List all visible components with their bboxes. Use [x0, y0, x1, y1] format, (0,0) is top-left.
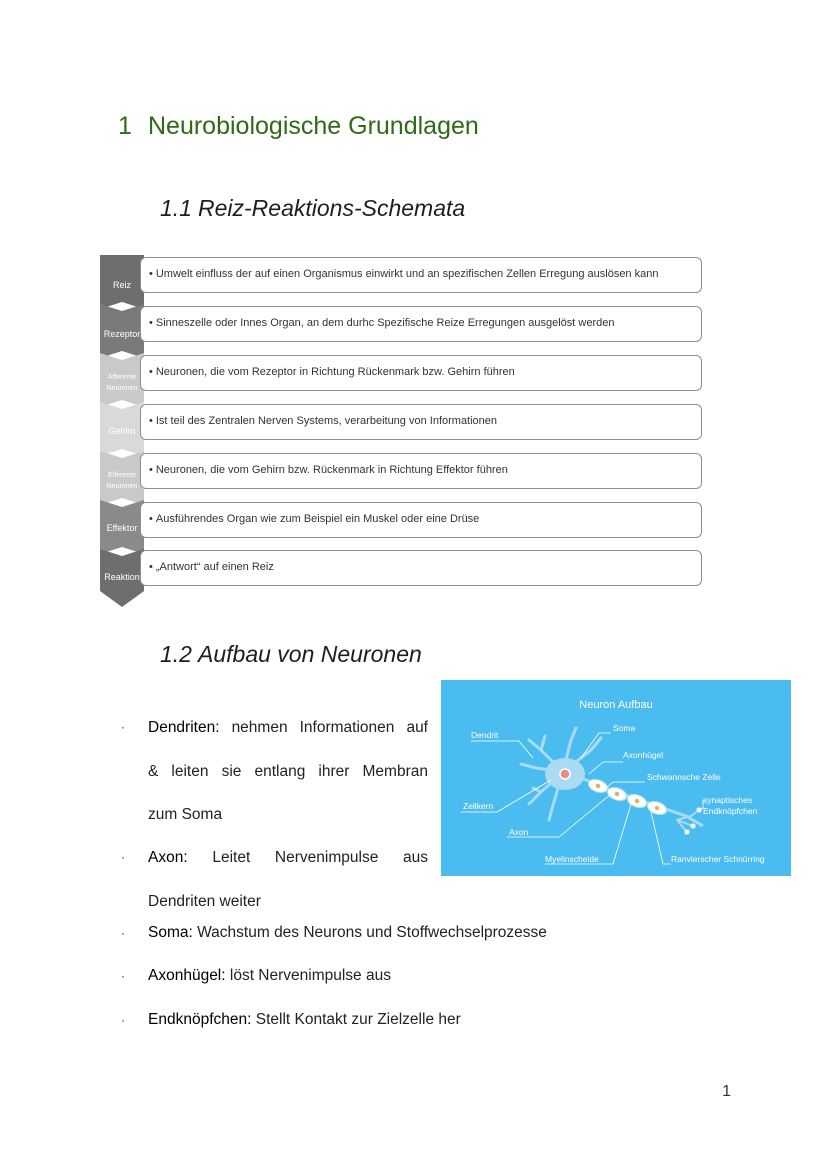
- schema-text: Sinneszelle oder Innes Organ, an dem durhc Spezifische Reize Erregungen ausgelöst werden: [155, 317, 615, 329]
- label-axon: Axon: [509, 827, 529, 837]
- schema-box-rezeptor: • Sinneszelle oder Innes Organ, an dem durhc Spezifische Reize Erregungen ausgelöst werden: [140, 306, 702, 342]
- description-line: nehmen Informationen auf: [231, 719, 428, 736]
- schema-label-afferente: Afferente Neuronen: [106, 374, 138, 392]
- section-title: Reiz-Reaktions-Schemata: [198, 195, 466, 221]
- label-synaptisch-1: synaptisches: [703, 795, 753, 805]
- bullet-dot: ·: [121, 720, 125, 734]
- schema-text: Ist teil des Zentralen Nerven Systems, verarbeitung von Informationen: [155, 415, 498, 427]
- section-number: 1.2: [160, 641, 192, 667]
- label-axonhuegel: Axonhügel: [623, 750, 664, 760]
- schema-label-efferente: Efferente Neuronen: [106, 472, 138, 490]
- bullet-soma: [121, 923, 547, 943]
- description-line: Leitet Nervenimpulse aus: [212, 849, 428, 866]
- page-number: 1: [722, 1083, 731, 1100]
- label-synaptisch-2: Endknöpfchen: [703, 806, 758, 816]
- nucleus-shape: [560, 769, 570, 779]
- description: Stellt Kontakt zur Zielzelle her: [255, 1011, 461, 1028]
- term: Dendriten:: [148, 719, 220, 736]
- label-ranvier: Ranvierscher Schnürring: [671, 854, 765, 864]
- bullet-dot: ·: [121, 969, 125, 983]
- schema-label-rezeptor: Rezeptor: [103, 329, 141, 339]
- schema-box-effektor: • Ausführendes Organ wie zum Beispiel ein Muskel oder eine Drüse: [140, 502, 702, 538]
- schema-text: Neuronen, die vom Gehirn bzw. Rückenmark in Richtung Effektor führen: [155, 464, 508, 476]
- description-line: Dendriten weiter: [148, 892, 261, 910]
- term: Axon:: [148, 849, 188, 866]
- schema-label-effektor: Effektor: [106, 523, 138, 533]
- chapter-title: Neurobiologische Grundlagen: [148, 112, 479, 140]
- schema-text: Umwelt einfluss der auf einen Organismus einwirkt und an spezifischen Zellen Erregung auslösen kann: [155, 268, 659, 280]
- section-heading-2: [160, 641, 422, 668]
- description: löst Nervenimpulse aus: [229, 967, 391, 984]
- bullet-dot: ·: [121, 1013, 125, 1027]
- neuron-title: Neuron Aufbau: [579, 699, 653, 711]
- schema-box-afferente: • Neuronen, die vom Rezeptor in Richtung Rückenmark bzw. Gehirn führen: [140, 355, 702, 391]
- bullet-dot: ·: [121, 850, 125, 864]
- schema-label-reiz: Reiz: [112, 280, 131, 290]
- label-myelin: Myelinscheide: [545, 854, 599, 864]
- bullet-dot: ·: [121, 926, 125, 940]
- schema-text: Ausführendes Organ wie zum Beispiel ein Muskel oder eine Drüse: [155, 513, 480, 525]
- description-line: & leiten sie entlang ihrer Membran: [148, 762, 428, 780]
- schema-label-reaktion: Reaktion: [104, 572, 140, 582]
- term: Axonhügel:: [148, 967, 226, 984]
- chapter-heading: [118, 112, 479, 141]
- description-line: zum Soma: [148, 806, 223, 823]
- term: Soma:: [148, 924, 193, 941]
- description: Wachstum des Neurons und Stoffwechselprozesse: [197, 924, 547, 941]
- bullet-endknoepfchen: [121, 1010, 461, 1030]
- schema-label-gehirn: Gehirn: [108, 426, 136, 436]
- label-zellkern: Zellkern: [463, 801, 494, 811]
- schema-box-reaktion: • „Antwort“ auf einen Reiz: [140, 550, 702, 586]
- bullet-dendriten: [121, 706, 428, 837]
- bullet-axon: [121, 836, 428, 923]
- schema-text: Neuronen, die vom Rezeptor in Richtung Rückenmark bzw. Gehirn führen: [155, 366, 515, 378]
- chapter-number: 1: [118, 112, 132, 140]
- term: Endknöpfchen:: [148, 1011, 252, 1028]
- section-heading-1: [160, 195, 465, 222]
- neuron-illustration: [441, 680, 791, 876]
- schema-text: „Antwort“ auf einen Reiz: [155, 561, 274, 573]
- label-soma: Soma: [613, 723, 636, 733]
- section-number: 1.1: [160, 195, 192, 221]
- schema-box-reiz: • Umwelt einfluss der auf einen Organismus einwirkt und an spezifischen Zellen Erregung auslösen kann: [140, 257, 702, 293]
- section-title: Aufbau von Neuronen: [198, 641, 422, 667]
- schema-box-gehirn: • Ist teil des Zentralen Nerven Systems, verarbeitung von Informationen: [140, 404, 702, 440]
- schema-box-efferente: • Neuronen, die vom Gehirn bzw. Rückenmark in Richtung Effektor führen: [140, 453, 702, 489]
- label-dendrit: Dendrit: [471, 730, 499, 740]
- bullet-axonhuegel: [121, 966, 391, 986]
- label-schwann: Schwannsche Zelle: [647, 772, 721, 782]
